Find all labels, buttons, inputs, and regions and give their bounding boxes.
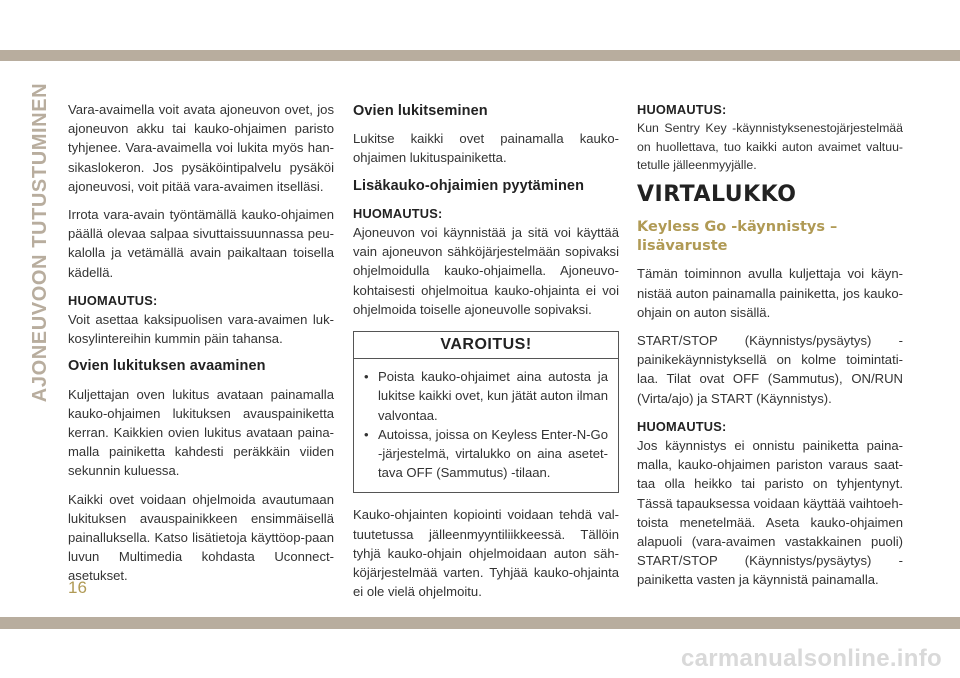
paragraph: Tämän toiminnon avulla kuljettaja voi käyn-nistää auton painamalla painiketta, jos kauko-ohjain on auton sisällä. (637, 266, 903, 320)
top-stripe (0, 50, 960, 61)
paragraph: Irrota vara-avain työntämällä kauko-ohjaimen päällä olevaa salpaa sivuttaissuunnassa peu-kalolla ja vetämällä avain paikaltaan toisella kädellä. (68, 207, 334, 280)
watermark-text: carmanualsonline.info (680, 645, 942, 672)
section-heading-unlock: Ovien lukituksen avaaminen (68, 358, 266, 375)
warning-item: • Poista kauko-ohjaimet aina autosta ja lukitse kaikki ovet, kun jätät auton ilman valvontaa. (364, 367, 608, 425)
note-label: HUOMAUTUS: (68, 292, 158, 308)
note-text: Jos käynnistys ei onnistu painiketta paina-malla, kauko-ohjaimen pariston varaus saat-taa olla heikko tai paristo on tyhjentynyt. Tässä tapauksessa voidaan käyttää vaihtoeh-toista menetelmää. Aseta kauko-ohjaimen alapuoli (vara-avaimen vastakkainen puoli) START/STOP (Käynnistys/pysäytys) -painiketta vasten ja käynnistä painamalla. (637, 437, 903, 588)
paragraph: Kaikki ovet voidaan ohjelmoida avautumaan lukituksen avauspainikkeen ensimmäisellä painalluksella. Katso lisätietoja käyttöop-paan luvun Multimedia kohdasta Uconnect-asetukset. (68, 491, 334, 584)
section-subtitle-keyless-go: Keyless Go -käynnistys – lisävaruste (637, 218, 838, 255)
section-title-ignition: VIRTALUKKO (637, 181, 797, 207)
chapter-title: AJONEUVOON TUTUSTUMINEN (29, 82, 52, 402)
column-left (68, 100, 334, 595)
warning-title: VAROITUS! (354, 332, 618, 359)
section-heading-program: Lisäkauko-ohjaimien pyytäminen (353, 177, 585, 194)
page-number: 16 (68, 578, 87, 597)
note-label: HUOMAUTUS: (637, 102, 727, 117)
column-middle (353, 100, 619, 610)
chapter-side-tab (28, 82, 54, 402)
paragraph: Lukitse kaikki ovet painamalla kauko-ohjaimen lukituspainiketta. (353, 131, 619, 166)
note-text: Kun Sentry Key -käynnistyksenestojärjestelmää on huollettava, tuo kaikki auton avaimet valtuu-tetulle jälleenmyyjälle. (637, 121, 903, 173)
paragraph: Vara-avaimella voit avata ajoneuvon ovet, jos ajoneuvon akku tai kauko-ohjaimen paristo tyhjenee. Vara-avaimella voi lukita myös han-sikaslokeron. Jos pysäköintipalvelu pysäköi ajoneuvosi, voit pitää vara-avaimen itselläsi. (68, 102, 334, 194)
warning-box (353, 331, 619, 493)
column-right (637, 100, 903, 599)
note-text: Ajoneuvon voi käynnistää ja sitä voi käyttää vain ajoneuvon sähköjärjestelmään sopivaksi ohjelmoidulla kauko-ohjaimella. Ajoneuvo-kohtaisesti ohjelmoitua kauko-ohjainta ei voi ohjelmoida toiselle ajoneuvolle sopivaksi. (353, 225, 619, 317)
note-label: HUOMAUTUS: (353, 205, 443, 221)
warning-item: • Autoissa, joissa on Keyless Enter-N-Go -järjestelmä, virtalukko on aina asetet-tava OFF (Sammutus) -tilaan. (364, 425, 608, 483)
note-label: HUOMAUTUS: (637, 418, 727, 434)
paragraph: START/STOP (Käynnistys/pysäytys) -painikekäynnistyksellä on kolme toimintati-laa. Tilat ovat OFF (Sammutus), ON/RUN (Virta/ajo) ja START (Käynnistys). (637, 332, 903, 406)
warning-list (364, 367, 608, 482)
paragraph: Kuljettajan oven lukitus avataan painamalla kauko-ohjaimen lukituksen avauspainiketta kerran. Kaikkien ovien lukitus avataan paina-malla painiketta kahdesti peräkkäin viiden sekunnin kuluessa. (68, 386, 334, 479)
bottom-stripe (0, 617, 960, 629)
top-header-band (0, 0, 960, 62)
paragraph: Kauko-ohjainten kopiointi voidaan tehdä val-tuutetussa jälleenmyyntiliikkeessä. Tällöin tyhjä kauko-ohjain ohjelmoidaan auton säh-köjärjestelmää varten. Tyhjää kauko-ohjainta ei ole vielä ohjelmoitu. (353, 507, 619, 600)
note-text: Voit asettaa kaksipuolisen vara-avaimen luk-kosylintereihin kummin päin tahansa. (68, 312, 334, 347)
section-heading-lock: Ovien lukitseminen (353, 103, 488, 119)
